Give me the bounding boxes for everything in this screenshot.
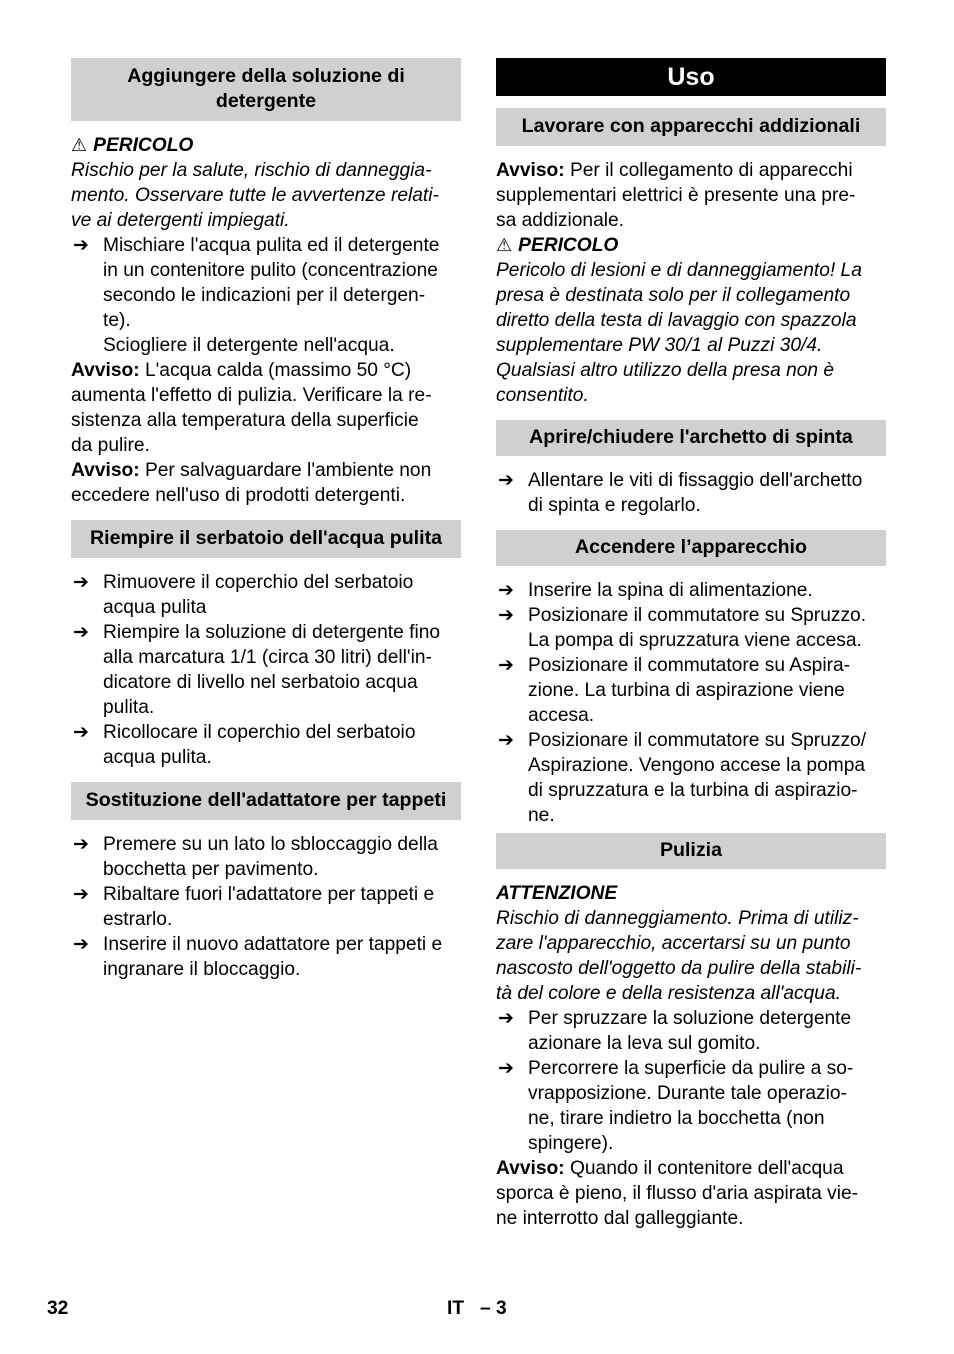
caution-title: ATTENZIONE xyxy=(496,883,618,904)
arrow-right-icon: ➔ xyxy=(73,722,89,743)
arrow-right-icon: ➔ xyxy=(498,730,514,751)
list-item: ➔ Rimuovere il coperchio del serbatoio acqua pulita xyxy=(73,572,414,618)
arrow-right-icon: ➔ xyxy=(498,580,514,601)
caution-text: Rischio di danneggiamento. Prima di utiliz- zare l'apparecchio, accertarsi su un punto nascosto dell'oggetto da pulire della stabili- tà del colore e della resistenza all'acqua. xyxy=(496,908,862,1004)
heading-apparecchi-addizionali: Lavorare con apparecchi addizionali xyxy=(496,108,886,146)
page-number: 32 xyxy=(47,1298,69,1319)
list-item: ➔ Inserire la spina di alimentazione. xyxy=(498,580,813,601)
heading-archetto-spinta: Aprire/chiudere l'archetto di spinta xyxy=(496,420,886,456)
arrow-right-icon: ➔ xyxy=(498,605,514,626)
arrow-right-icon: ➔ xyxy=(73,934,89,955)
list-item: ➔ Posizionare il commutatore su Spruzzo. La pompa di spruzzatura viene accesa. xyxy=(498,605,867,651)
warning-text: Pericolo di lesioni e di danneggiamento! La presa è destinata solo per il collegamento diretto della testa di lavaggio con spazzola supplementare PW 30/1 al Puzzi 30/4. Qualsiasi altro utilizzo della presa non è consentito. xyxy=(496,260,862,406)
list-item: ➔ Posizionare il commutatore su Spruzzo/ Aspirazione. Vengono accese la pompa di spruzzatura e la turbina di aspirazio- ne. xyxy=(498,730,867,826)
arrow-right-icon: ➔ xyxy=(73,622,89,643)
arrow-right-icon: ➔ xyxy=(73,834,89,855)
arrow-right-icon: ➔ xyxy=(73,235,89,256)
heading-accendere-apparecchio: Accendere l’apparecchio xyxy=(496,530,886,566)
arrow-right-icon: ➔ xyxy=(73,884,89,905)
list-item: ➔ Ricollocare il coperchio del serbatoio acqua pulita. xyxy=(73,722,416,768)
warning-text: Rischio per la salute, rischio di danneggia- mento. Osservare tutte le avvertenze relati- ve ai detergenti impiegati. xyxy=(71,160,439,231)
chapter-title: Uso xyxy=(496,58,886,96)
heading-sostituzione-adattatore: Sostituzione dell'adattatore per tappeti xyxy=(71,782,461,820)
list-item: ➔ Percorrere la superficie da pulire a so- vrapposizione. Durante tale operazio- ne, tirare indietro la bocchetta (non spingere). xyxy=(498,1058,854,1154)
list-item: ➔ Allentare le viti di fissaggio dell'archetto di spinta e regolarlo. xyxy=(498,470,863,516)
left-column xyxy=(71,58,461,982)
arrow-right-icon: ➔ xyxy=(498,1058,514,1079)
arrow-right-icon: ➔ xyxy=(498,470,514,491)
warning-title: ⚠ PERICOLO xyxy=(71,135,194,156)
note-paragraph: Avviso: Per il collegamento di apparecchi supplementari elettrici è presente una pre- sa addizionale. xyxy=(496,160,856,231)
footer-language: IT xyxy=(447,1298,465,1319)
arrow-right-icon: ➔ xyxy=(498,655,514,676)
heading-pulizia: Pulizia xyxy=(496,833,886,869)
arrow-right-icon: ➔ xyxy=(73,572,89,593)
list-item: ➔ Ribaltare fuori l'adattatore per tappeti e estrarlo. xyxy=(73,884,435,930)
note-paragraph: Avviso: Quando il contenitore dell'acqua sporca è pieno, il flusso d'aria aspirata vie- ne interrotto dal galleggiante. xyxy=(496,1158,859,1229)
arrow-right-icon: ➔ xyxy=(498,1008,514,1029)
warning-title: ⚠ PERICOLO xyxy=(496,235,619,256)
footer-section: – 3 xyxy=(480,1298,507,1319)
heading-aggiungere-detergente: Aggiungere della soluzione di detergente xyxy=(71,58,461,121)
list-item: ➔ Posizionare il commutatore su Aspira- zione. La turbina di aspirazione viene accesa. xyxy=(498,655,851,726)
note-paragraph: Avviso: Per salvaguardare l'ambiente non eccedere nell'uso di prodotti detergenti. xyxy=(71,460,432,506)
note-paragraph: Avviso: L'acqua calda (massimo 50 °C) aumenta l'effetto di pulizia. Verificare la re- sistenza alla temperatura della superficie da pulire. xyxy=(71,360,432,456)
list-item: ➔ Mischiare l'acqua pulita ed il detergente in un contenitore pulito (concentrazione secondo le indicazioni per il detergen- te). xyxy=(73,235,440,331)
list-item-continuation: Sciogliere il detergente nell'acqua. xyxy=(103,335,395,356)
warning-triangle-icon: ⚠ xyxy=(71,135,88,155)
list-item: ➔ Riempire la soluzione di detergente fino alla marcatura 1/1 (circa 30 litri) dell'in- dicatore di livello nel serbatoio acqua pulita. xyxy=(73,622,441,718)
heading-riempire-serbatoio: Riempire il serbatoio dell'acqua pulita xyxy=(71,520,461,558)
warning-triangle-icon: ⚠ xyxy=(496,235,513,255)
list-item: ➔ Per spruzzare la soluzione detergente azionare la leva sul gomito. xyxy=(498,1008,852,1054)
list-item: ➔ Premere su un lato lo sbloccaggio della bocchetta per pavimento. xyxy=(73,834,438,880)
right-column xyxy=(496,58,886,1231)
list-item: ➔ Inserire il nuovo adattatore per tappeti e ingranare il bloccaggio. xyxy=(73,934,443,980)
